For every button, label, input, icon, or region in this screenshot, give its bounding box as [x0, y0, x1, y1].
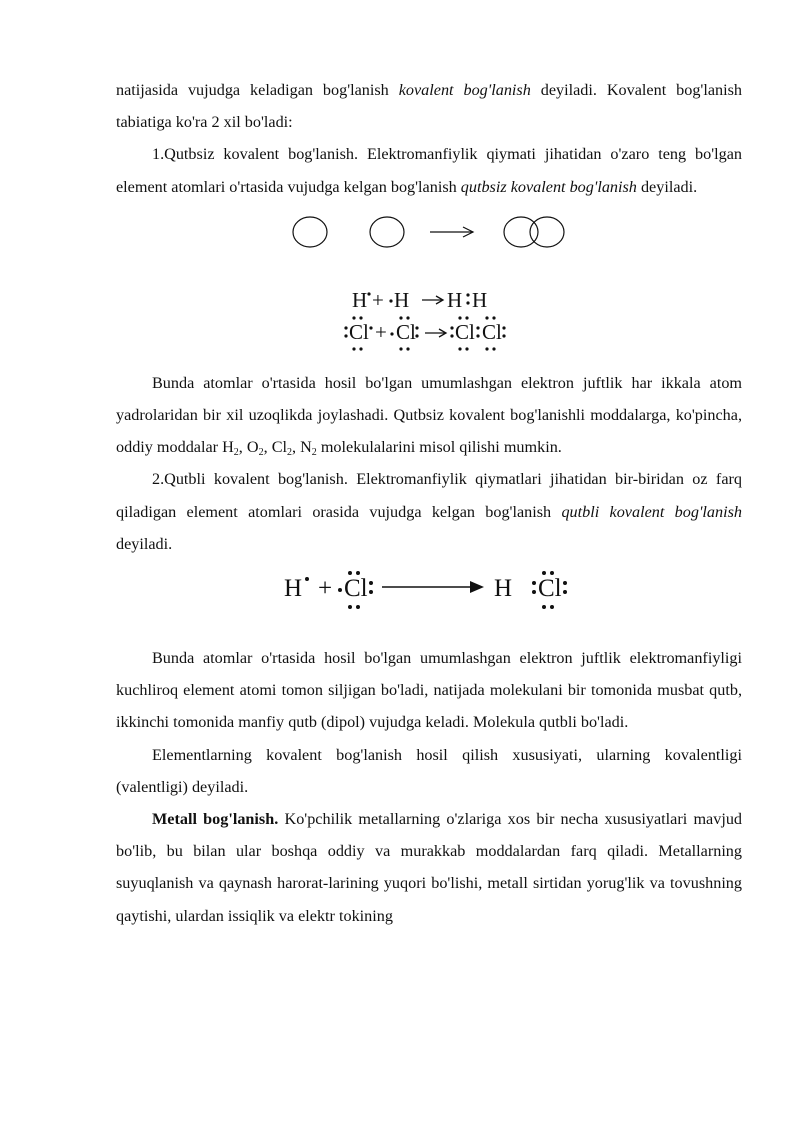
paragraph-polar: 2.Qutbli kovalent bog'lanish. Elektromanfiylik qiymatlari jihatidan bir-biridan oz farq qiladigan element atomlari orasida vujudga kelgan bog'lanish qutbli kovalent bog'lanish deyiladi.: [116, 470, 742, 553]
electron-dot: [389, 299, 392, 302]
overlap-orbital-b: [530, 217, 564, 247]
electron-dot: [367, 292, 370, 295]
nonpolar-bond-diagram: [116, 203, 742, 367]
orbital-overlap-diagram: [293, 217, 564, 247]
cl-atom-1: Cl: [349, 319, 369, 344]
overlap-orbital-a: [504, 217, 538, 247]
paragraph-polar-explanation: Bunda atomlar o'rtasida hosil bo'lgan umumlashgan elektron juftlik elektromanfiyligi kuchliroq element atomi tomon siljigan bo'ladi, natijada molekulani bir tomonida musbat qutb, ikkinchi tomonida manfiy qutb (dipol) vujudga keladi. Molekula qutbli bo'ladi.: [116, 649, 742, 732]
h-atom-2: H: [394, 287, 410, 312]
paragraph-nonpolar: 1.Qutbsiz kovalent bog'lanish. Elektromanfiylik qiymati jihatidan o'zaro teng bo'lgan element atomlari o'rtasida vujudga kelgan bog'lanish qutbsiz kovalent bog'lanish deyiladi.: [116, 145, 742, 196]
term-kovalent: kovalent bog'lanish: [398, 81, 531, 99]
cl-atom-2: Cl: [396, 319, 416, 344]
term-qutbli: qutbli kovalent bog'lanish: [561, 502, 742, 521]
electron-dot: [305, 577, 309, 581]
plus-sign-2: +: [375, 319, 387, 344]
chlorine-equation: [344, 316, 505, 350]
h-atom: H: [284, 575, 303, 603]
reaction-arrow-head: [470, 581, 484, 593]
paragraph-covalency: Elementlarning kovalent bog'lanish hosil qilish xususiyati, ularning kovalentligi (valentligi) deyiladi.: [116, 745, 742, 796]
plus-sign: +: [318, 575, 333, 603]
heading-metall-boglanish: Metall bog'lanish.: [152, 810, 279, 829]
paragraph-nonpolar-explanation: Bunda atomlar o'rtasida hosil bo'lgan umumlashgan elektron juftlik har ikkala atom yadrolaridan bir xil uzoqlikda joylashadi. Qutbsiz kovalent bog'lanishli moddalarga, ko'pincha, oddiy moddalar $H_2$, $O_2$, $Cl_2$, $N_2$ molekulalarini misol qilishi mumkin.: [116, 373, 742, 459]
electron-dot: [466, 293, 469, 296]
plus-sign: +: [372, 287, 384, 312]
term-qutbsiz: qutbsiz kovalent bog'lanish: [460, 177, 637, 196]
h-atom-1: H: [352, 287, 368, 312]
atom-orbital-right: [370, 217, 404, 247]
h2-atom-a: H: [447, 287, 463, 312]
hcl-cl-atom: Cl: [538, 575, 562, 603]
atom-orbital-left: [293, 217, 327, 247]
document-page: [116, 74, 742, 932]
paragraph-metallic-bond: Metall bog'lanish. Ko'pchilik metallarning o'zlariga xos bir necha xususiyatlari mavjud bo'lib, bu bilan ular boshqa oddiy va murakkab moddalardan farq qiladi. Metallarning suyuqlanish va qaynash harorat-larining yuqori bo'lishi, metall sirtidan yorug'lik va tovushning qaytishi, ulardan issiqlik va elektr tokining: [116, 810, 743, 925]
figure-polar-bond: [116, 560, 742, 642]
cl2-atom-b: Cl: [482, 319, 502, 344]
polar-bond-diagram: [116, 560, 742, 642]
figure-nonpolar-bond: [116, 203, 742, 367]
electron-dot: [466, 301, 469, 304]
hydrogen-equation: [352, 288, 487, 312]
hcl-h-atom: H: [494, 575, 513, 603]
h2-atom-b: H: [472, 287, 488, 312]
cl-atom: Cl: [344, 575, 368, 603]
cl2-atom-a: Cl: [455, 319, 475, 344]
paragraph-covalent-intro: natijasida vujudga keladigan bog'lanish kovalent bog'lanish deyiladi. Kovalent bog'lanish tabiatiga ko'ra 2 xil bo'ladi:: [116, 81, 743, 132]
